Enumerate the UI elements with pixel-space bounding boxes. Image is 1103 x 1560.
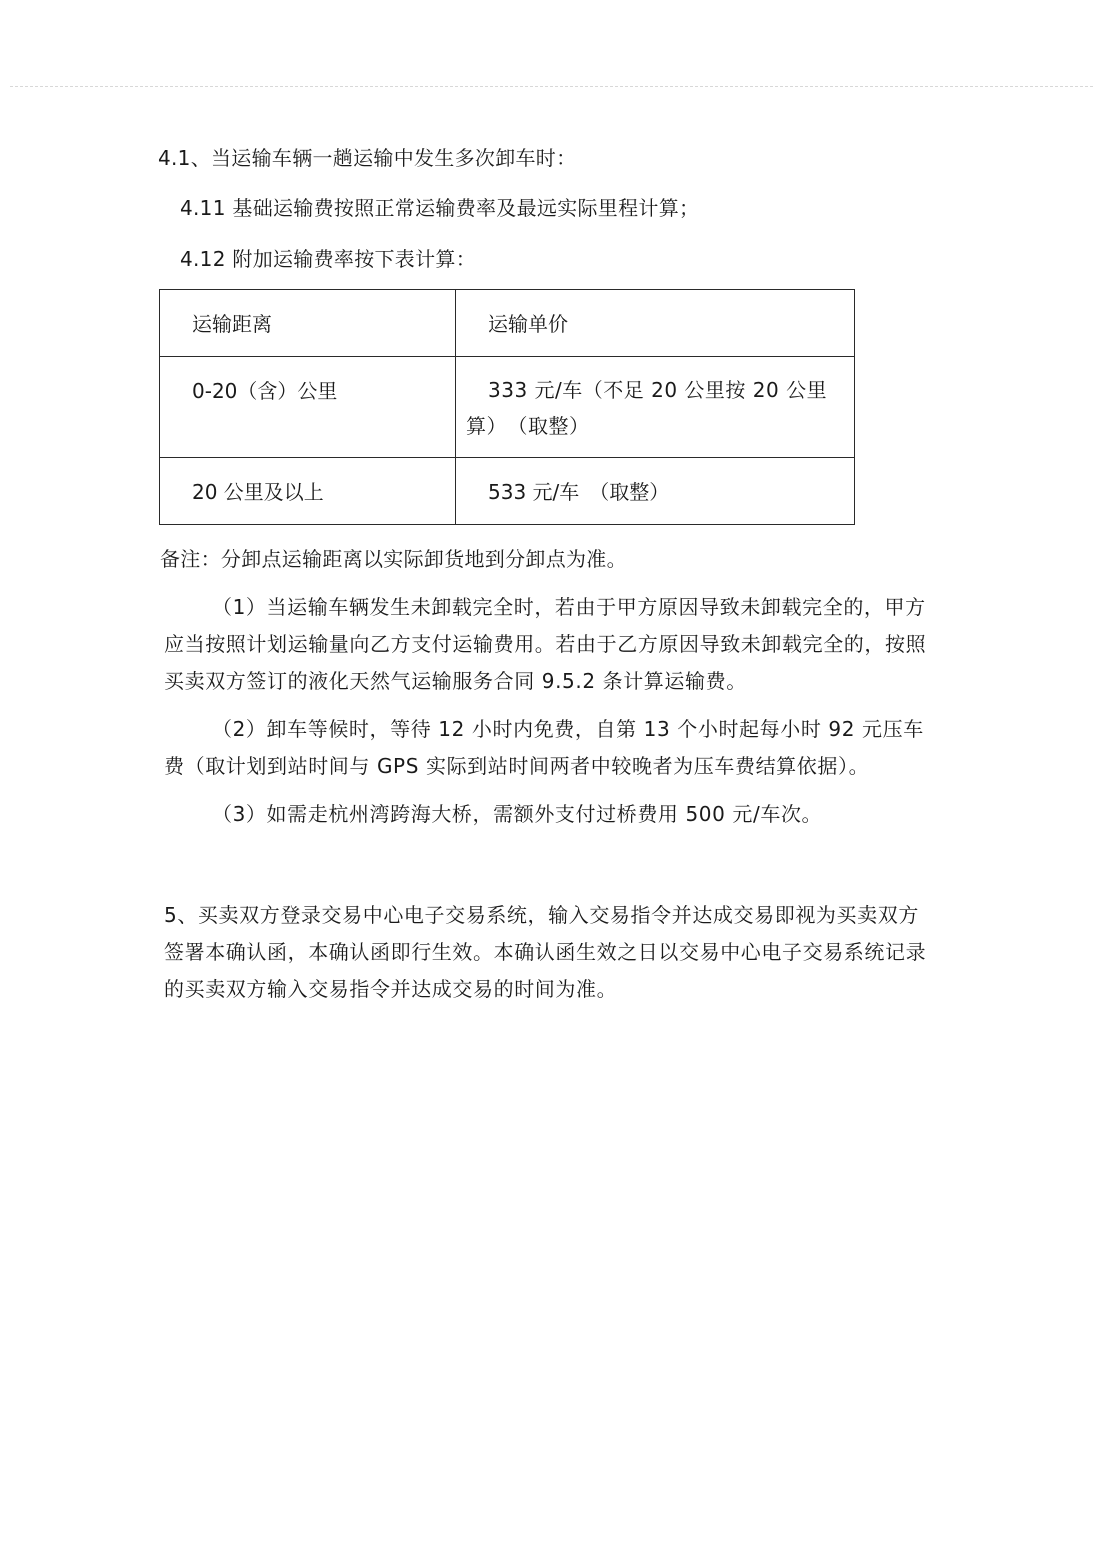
table-header-cell	[160, 290, 456, 357]
item-4-11: 4.11 基础运输费按照正常运输费率及最远实际里程计算；	[180, 196, 700, 220]
table-header-cell	[456, 290, 855, 357]
section-5: 5、买卖双方登录交易中心电子交易系统，输入交易指令并达成交易即视为买卖双方签署本确认函，本确认函即行生效。本确认函生效之日以交易中心电子交易系统记录的买卖双方输入交易指令并达成交易的时间为准。	[164, 903, 927, 1001]
row-2-distance: 20 公里及以上	[192, 480, 324, 504]
table-row	[160, 357, 855, 458]
clause-2: （2）卸车等候时，等待 12 小时内免费，自第 13 个小时起每小时 92 元压车费（取计划到站时间与 GPS 实际到站时间两者中较晚者为压车费结算依据）。	[164, 717, 924, 778]
row-1-distance: 0-20（含）公里	[192, 379, 338, 403]
header-unit-price: 运输单价	[488, 312, 568, 336]
table-row	[160, 458, 855, 525]
table-cell	[160, 357, 456, 458]
table-cell	[160, 458, 456, 525]
row-2-price: 533 元/车 （取整）	[488, 480, 670, 504]
heading-4-1: 4.1、当运输车辆一趟运输中发生多次卸车时：	[158, 146, 577, 170]
table-note: 备注：分卸点运输距离以实际卸货地到分卸点为准。	[160, 547, 627, 571]
clause-1: （1）当运输车辆发生未卸载完全时，若由于甲方原因导致未卸载完全的，甲方应当按照计划运输量向乙方支付运输费用。若由于乙方原因导致未卸载完全的，按照买卖双方签订的液化天然气运输服务合同 9.5.2 条计算运输费。	[164, 595, 927, 693]
header-distance: 运输距离	[192, 312, 272, 336]
clause-3: （3）如需走杭州湾跨海大桥，需额外支付过桥费用 500 元/车次。	[212, 802, 823, 826]
page-top-rule	[10, 86, 1093, 87]
table-cell	[456, 357, 855, 458]
table-header-row	[160, 290, 855, 357]
row-1-price: 333 元/车（不足 20 公里按 20 公里算） （取整）	[466, 378, 828, 438]
table-cell	[456, 458, 855, 525]
item-4-12: 4.12 附加运输费率按下表计算：	[180, 247, 476, 271]
rate-table	[159, 289, 855, 525]
